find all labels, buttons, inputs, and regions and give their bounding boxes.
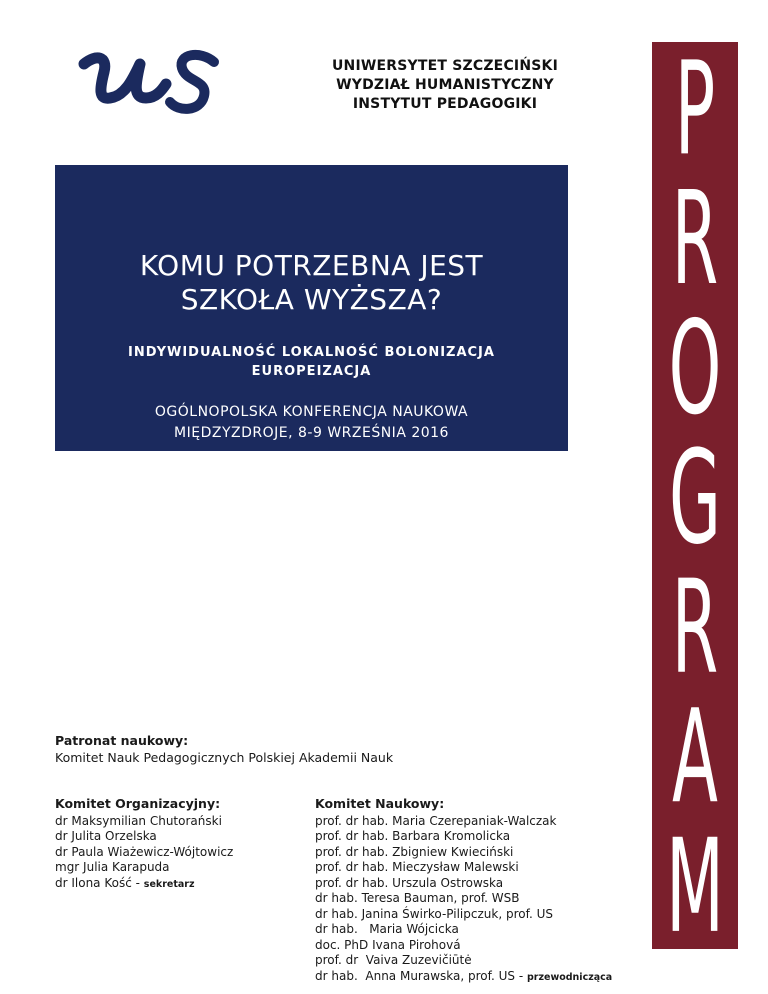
program-letter: A — [672, 683, 718, 833]
conference-subtitle — [55, 343, 568, 381]
conference-place-date: MIĘDZYZDROJE, 8-9 WRZEŚNIA 2016 — [174, 425, 449, 441]
program-letter: O — [668, 294, 722, 444]
committee-member: dr Julita Orzelska — [55, 829, 157, 843]
committee-member: prof. dr Vaiva Zuzevičiūtė — [315, 953, 472, 967]
patronage-section — [55, 732, 393, 766]
committee-member: prof. dr hab. Barbara Kromolicka — [315, 829, 511, 843]
institution-institute: INSTYTUT PEDAGOGIKI — [352, 96, 538, 112]
conference-details — [55, 402, 568, 444]
committee-member: dr Paula Wiażewicz-Wójtowicz — [55, 844, 234, 859]
conference-subtitle-line: INDYWIDUALNOŚĆ LOKALNOŚĆ BOLONIZACJA — [128, 345, 495, 360]
chair-role: przewodnicząca — [526, 971, 613, 983]
university-logo — [74, 42, 222, 122]
secretary-name: dr Ilona Kość — [55, 875, 132, 890]
program-letters — [652, 42, 738, 949]
patronage-text: Komitet Nauk Pedagogicznych Polskiej Akademii Nauk — [55, 750, 394, 765]
patronage-heading: Patronat naukowy: — [55, 733, 189, 748]
conference-title — [55, 249, 568, 317]
conference-title-line: KOMU POTRZEBNA JEST — [139, 249, 484, 282]
committee-member: prof. dr hab. Zbigniew Kwieciński — [315, 844, 514, 859]
committee-member: prof. dr hab. Maria Czerepaniak-Walczak — [315, 813, 557, 828]
committee-member: dr Maksymilian Chutorański — [55, 813, 222, 828]
program-letter: G — [669, 424, 721, 574]
organizing-committee-heading: Komitet Organizacyjny: — [55, 796, 221, 811]
committee-member: prof. dr hab. Mieczysław Malewski — [315, 860, 519, 874]
conference-type: OGÓLNOPOLSKA KONFERENCJA NAUKOWA — [154, 404, 469, 420]
committee-member: doc. PhD Ivana Pirohová — [315, 937, 461, 952]
organizing-committee — [55, 796, 233, 892]
chair-name: dr hab. Anna Murawska, prof. US — [315, 968, 516, 983]
institution-header — [300, 57, 590, 114]
committee-member: dr hab. Maria Wójcicka — [315, 922, 459, 936]
institution-faculty: WYDZIAŁ HUMANISTYCZNY — [336, 77, 554, 93]
scientific-committee-heading: Komitet Naukowy: — [315, 796, 445, 811]
committee-member: prof. dr hab. Urszula Ostrowska — [315, 875, 504, 890]
conference-subtitle-line: EUROPEIZACJA — [251, 364, 372, 379]
program-letter: R — [671, 553, 719, 704]
program-letter: R — [671, 165, 719, 315]
secretary-role: sekretarz — [143, 878, 195, 890]
committee-member: mgr Julia Karapuda — [55, 860, 170, 874]
program-letter: M — [666, 812, 724, 949]
conference-title-line: SZKOŁA WYŻSZA? — [180, 283, 443, 316]
conference-banner — [55, 165, 568, 451]
institution-university: UNIWERSYTET SZCZECIŃSKI — [331, 58, 558, 74]
committee-secretary: dr Ilona Kość - sekretarz — [55, 875, 195, 890]
committee-member: dr hab. Teresa Bauman, prof. WSB — [315, 891, 520, 905]
us-logo-icon — [74, 42, 222, 122]
program-vertical-bar — [652, 42, 738, 949]
committee-chair: dr hab. Anna Murawska, prof. US - przewodnicząca — [315, 968, 613, 983]
scientific-committee — [315, 796, 612, 985]
committee-member: dr hab. Janina Świrko-Pilipczuk, prof. US — [315, 906, 553, 921]
program-letter: P — [674, 42, 716, 185]
